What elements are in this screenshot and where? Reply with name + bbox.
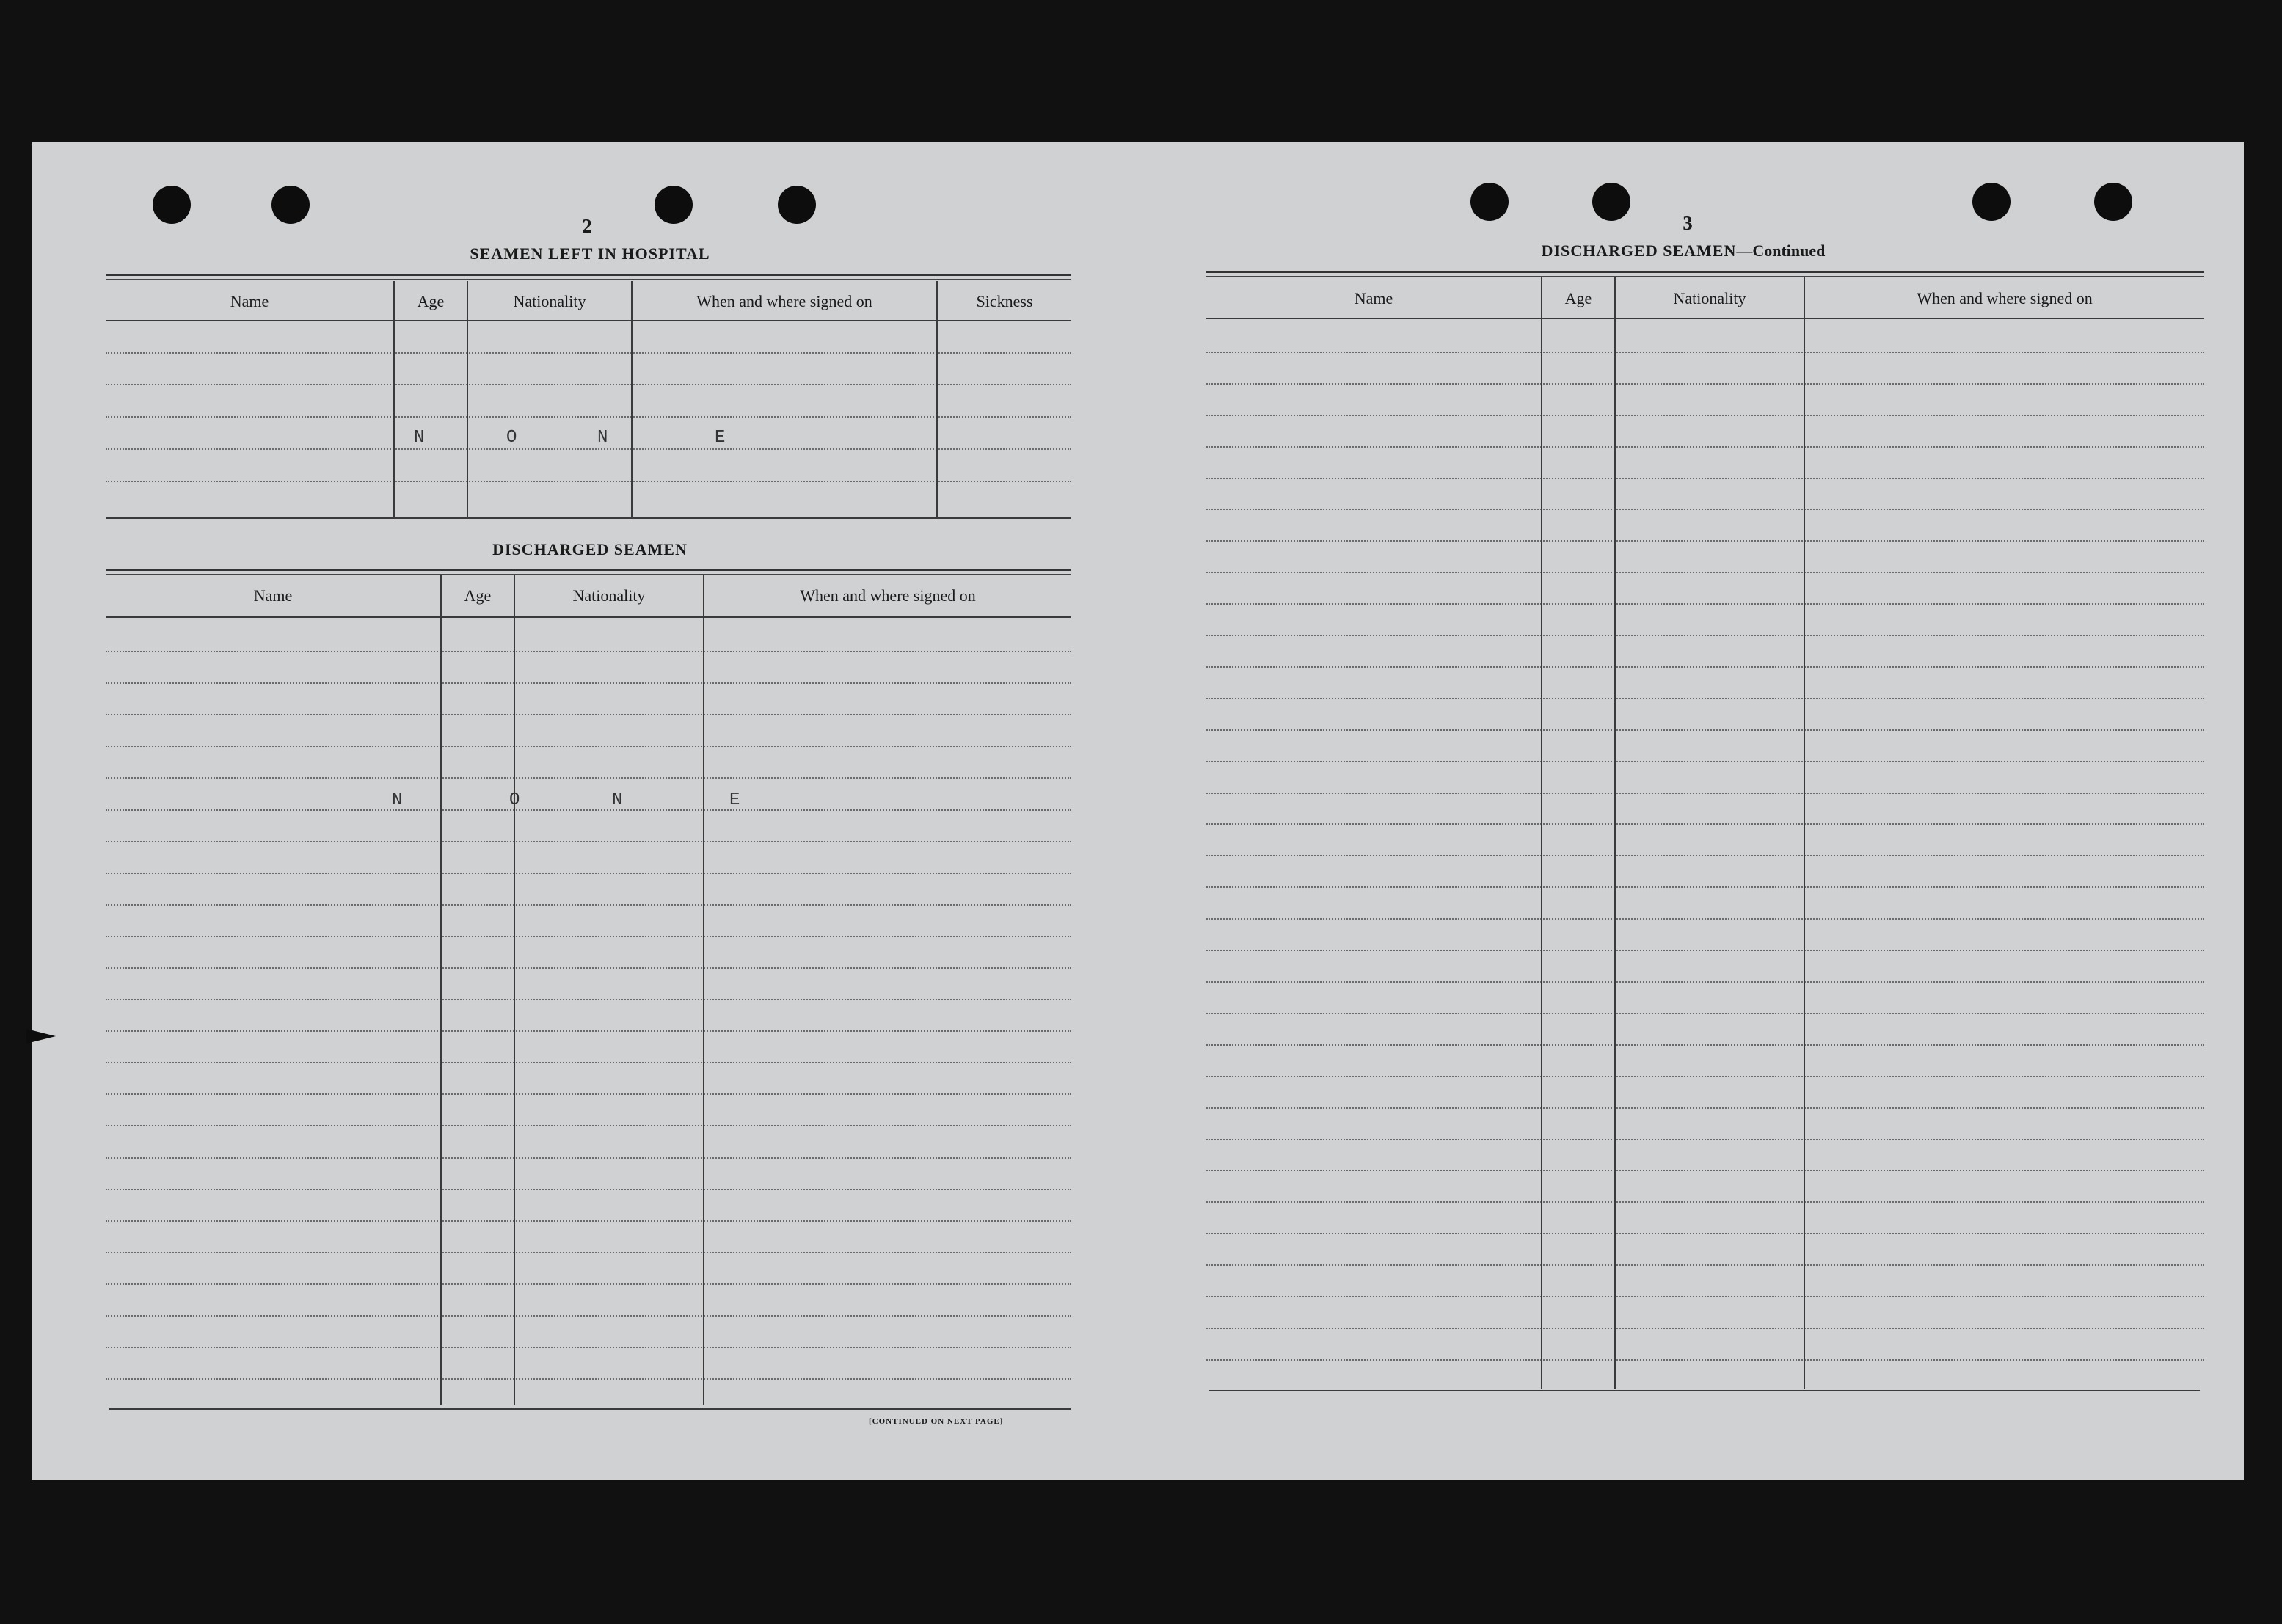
row-rule [106, 1252, 1071, 1253]
row-rule [1206, 352, 2204, 353]
row-rule [106, 1220, 1071, 1222]
col-header-name: Name [1354, 289, 1393, 307]
column-divider [631, 281, 633, 517]
row-rule [1206, 446, 2204, 448]
col-header-nationality: Nationality [513, 292, 586, 310]
column-divider [440, 575, 442, 1405]
column-divider [1804, 277, 1805, 1389]
column-divider [936, 281, 938, 517]
row-rule [106, 1125, 1071, 1126]
column-divider [1541, 277, 1542, 1389]
row-rule [106, 999, 1071, 1000]
row-rule [1206, 1013, 2204, 1014]
punch-hole [778, 186, 816, 224]
row-rule [1206, 603, 2204, 605]
row-rule [106, 1283, 1071, 1285]
row-rule [1206, 886, 2204, 888]
row-rule [1206, 1170, 2204, 1171]
col-header-age: Age [464, 586, 492, 605]
row-rule [106, 936, 1071, 937]
punch-hole [655, 186, 693, 224]
row-rule [106, 1315, 1071, 1317]
row-rule [1206, 981, 2204, 983]
row-rule [1206, 572, 2204, 573]
col-header-sickness: Sickness [976, 292, 1033, 310]
punch-hole [153, 186, 191, 224]
typed-letter: N [612, 790, 623, 810]
row-rule [1206, 383, 2204, 385]
section-title-suffix: —Continued [1736, 241, 1826, 260]
row-rule [106, 416, 1071, 418]
row-rule [106, 1062, 1071, 1063]
row-rule [106, 809, 1071, 811]
col-header-age: Age [417, 292, 445, 310]
row-rule [1206, 635, 2204, 636]
typed-letter: O [506, 428, 517, 448]
column-divider [393, 281, 395, 517]
row-rule [106, 1157, 1071, 1159]
row-rule [1206, 540, 2204, 542]
col-header-signed-on: When and where signed on [800, 586, 976, 605]
col-header-name: Name [253, 586, 293, 605]
row-rule [1206, 855, 2204, 856]
row-rule [1206, 1264, 2204, 1266]
continued-note: [CONTINUED ON NEXT PAGE] [869, 1417, 1004, 1426]
row-rule [106, 904, 1071, 906]
row-rule [1206, 666, 2204, 668]
row-rule [1206, 1328, 2204, 1329]
typed-letter: E [729, 790, 740, 810]
column-divider [703, 575, 704, 1405]
col-header-signed-on: When and where signed on [1917, 289, 2093, 307]
table-bottom-rule [1209, 1390, 2200, 1391]
typed-letter: N [392, 790, 403, 810]
section-title-main: DISCHARGED SEAMEN [1541, 241, 1737, 260]
row-rule [106, 1030, 1071, 1032]
col-header-nationality: Nationality [572, 586, 646, 605]
section-rule [106, 569, 1071, 571]
row-rule [1206, 1296, 2204, 1297]
row-rule [106, 651, 1071, 652]
col-header-signed-on: When and where signed on [696, 292, 872, 310]
row-rule [106, 1093, 1071, 1095]
row-rule [1206, 1201, 2204, 1203]
row-rule [1206, 509, 2204, 510]
table-bottom-rule [109, 1408, 1071, 1410]
header-rule [1206, 318, 2204, 319]
punch-hole [271, 186, 310, 224]
row-rule [106, 682, 1071, 684]
row-rule [106, 352, 1071, 354]
hospital-section-title: SEAMEN LEFT IN HOSPITAL [470, 244, 710, 263]
row-rule [1206, 1139, 2204, 1140]
row-rule [106, 777, 1071, 779]
row-rule [106, 1378, 1071, 1380]
row-rule [106, 384, 1071, 385]
punch-hole [1592, 183, 1630, 221]
row-rule [1206, 918, 2204, 920]
col-header-nationality: Nationality [1673, 289, 1746, 307]
row-rule [106, 873, 1071, 874]
row-rule [1206, 1233, 2204, 1234]
row-rule [106, 481, 1071, 482]
row-rule [1206, 823, 2204, 825]
row-rule [1206, 950, 2204, 951]
typed-letter: N [597, 428, 608, 448]
column-divider [467, 281, 468, 517]
section-rule [106, 274, 1071, 276]
row-rule [1206, 1359, 2204, 1361]
discharged-section-title: DISCHARGED SEAMEN [492, 540, 688, 558]
row-rule [1206, 761, 2204, 762]
row-rule [106, 448, 1071, 450]
column-divider [1614, 277, 1616, 1389]
row-rule [1206, 1044, 2204, 1046]
punch-hole [2094, 183, 2132, 221]
edge-marker [26, 1029, 56, 1044]
header-rule [106, 320, 1071, 321]
row-rule [1206, 1076, 2204, 1077]
page-number-right: 3 [1683, 212, 1693, 234]
typed-letter: N [414, 428, 425, 448]
row-rule [1206, 415, 2204, 416]
col-header-name: Name [230, 292, 269, 310]
row-rule [106, 1347, 1071, 1348]
col-header-age: Age [1564, 289, 1592, 307]
section-rule [1206, 271, 2204, 273]
row-rule [1206, 1107, 2204, 1109]
punch-hole [1470, 183, 1509, 221]
typed-letter: O [509, 790, 520, 810]
row-rule [1206, 729, 2204, 731]
row-rule [106, 714, 1071, 715]
row-rule [106, 967, 1071, 969]
discharged-continued-title [1500, 241, 1867, 261]
row-rule [1206, 478, 2204, 479]
row-rule [106, 841, 1071, 842]
column-divider [514, 575, 515, 1405]
row-rule [106, 1189, 1071, 1190]
row-rule [1206, 793, 2204, 794]
table-bottom-rule [106, 517, 1071, 519]
punch-hole [1972, 183, 2011, 221]
document-sheet [32, 142, 2244, 1480]
page-number-left: 2 [582, 215, 592, 237]
row-rule [106, 746, 1071, 747]
typed-letter: E [715, 428, 726, 448]
header-rule [106, 616, 1071, 618]
row-rule [1206, 698, 2204, 699]
